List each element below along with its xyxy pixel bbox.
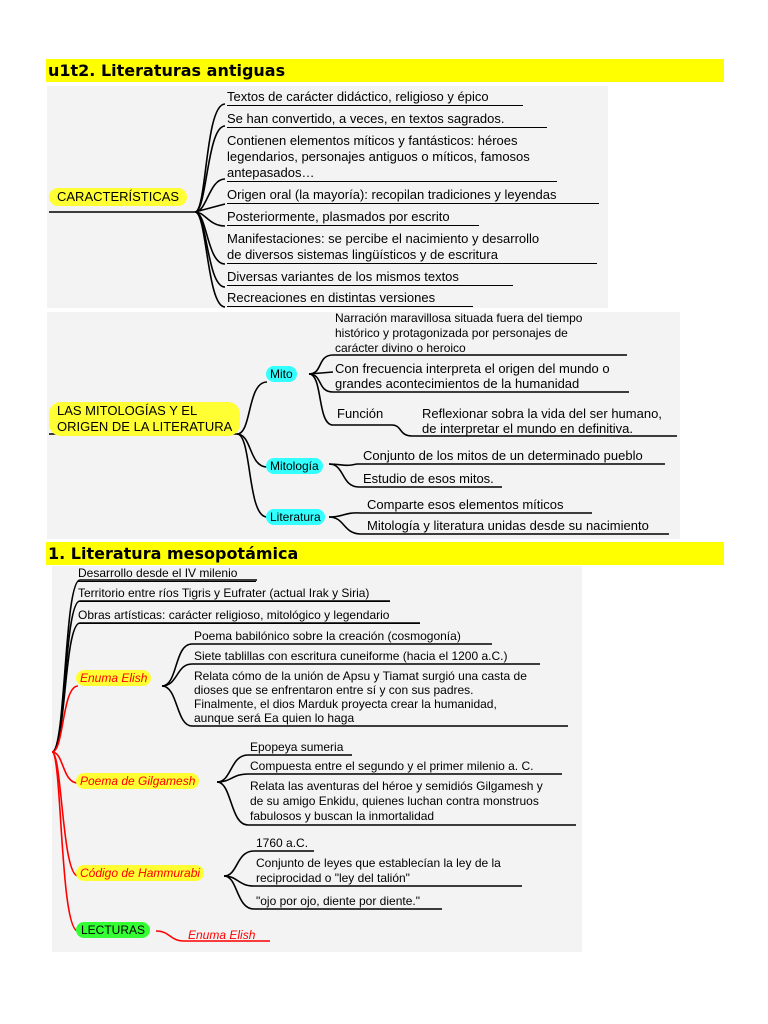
car-item-2: Se han convertido, a veces, en textos sagrados.	[227, 111, 547, 128]
mito-def-2: histórico y protagonizada por personajes de	[335, 326, 568, 340]
gilg-item-2: Compuesta entre el segundo y el primer milenio a. C.	[250, 759, 534, 773]
funcion-def-1: Reflexionar sobra la vida del ser humano,	[422, 406, 662, 421]
car-item-7: Diversas variantes de los mismos textos	[227, 269, 513, 286]
mitologias-node-line1: LAS MITOLOGÍAS Y EL	[57, 403, 198, 418]
literatura-def-1: Comparte esos elementos míticos	[367, 497, 564, 512]
mito-node: Mito	[266, 366, 297, 382]
mito-def-1: Narración maravillosa situada fuera del tiempo	[335, 311, 583, 325]
gilg-item-1: Epopeya sumeria	[250, 740, 344, 754]
enuma-item-3b: dioses que se enfrentaron entre sí y con sus padres.	[194, 683, 474, 697]
enuma-elish-node: Enuma Elish	[76, 670, 151, 686]
car-item-6a: Manifestaciones: se percibe el nacimiento y desarrollo	[227, 231, 540, 246]
car-item-3c: antepasados…	[227, 165, 557, 182]
mito-def-3: carácter divino o heroico	[335, 341, 466, 355]
mitologias-node	[49, 402, 240, 436]
hamm-item-2b: reciprocidad o "ley del talión"	[256, 871, 410, 885]
enuma-item-3d: aunque será Ea quien lo haga	[194, 711, 355, 725]
meso-top-1: Desarrollo desde el IV milenio	[78, 566, 256, 582]
gilg-item-3b: de su amigo Enkidu, quienes luchan contra monstruos	[250, 794, 539, 808]
gilgamesh-node: Poema de Gilgamesh	[76, 773, 199, 789]
caracteristicas-node: CARACTERÍSTICAS	[49, 188, 187, 206]
caracteristicas-map	[47, 86, 608, 308]
car-item-4: Origen oral (la mayoría): recopilan tradiciones y leyendas	[227, 187, 599, 204]
gilg-item-3a: Relata las aventuras del héroe y semidiós Gilgamesh y	[250, 779, 543, 793]
enuma-item-2: Siete tablillas con escritura cuneiforme (hacia el 1200 a.C.)	[194, 649, 508, 663]
funcion-node: Función	[337, 406, 384, 421]
lecturas-item-enuma: Enuma Elish	[188, 928, 256, 942]
hamm-item-3: "ojo por ojo, diente por diente."	[256, 894, 420, 908]
car-item-6b: de diversos sistemas lingüísticos y de escritura	[227, 247, 597, 264]
meso-top-3: Obras artísticas: carácter religioso, mitológico y legendario	[78, 608, 420, 624]
funcion-def-2: de interpretar el mundo en definitiva.	[422, 421, 634, 436]
mitologia-def-2: Estudio de esos mitos.	[363, 471, 494, 486]
gilg-item-3c: fabulosos y buscan la inmortalidad	[250, 809, 435, 823]
section-title-mesopotamica: 1. Literatura mesopotámica	[46, 542, 724, 565]
mitologia-def-1: Conjunto de los mitos de un determinado pueblo	[363, 448, 643, 463]
hammurabi-node: Código de Hammurabi	[76, 865, 204, 881]
car-item-5: Posteriormente, plasmados por escrito	[227, 209, 479, 226]
mitologias-map	[47, 312, 680, 539]
hamm-item-1: 1760 a.C.	[256, 836, 309, 850]
meso-top-2: Territorio entre ríos Tigris y Eufrater (actual Irak y Siria)	[78, 586, 390, 602]
lecturas-node: LECTURAS	[76, 922, 150, 938]
mesopotamica-map	[52, 566, 582, 952]
car-item-3a: Contienen elementos míticos y fantásticos: héroes	[227, 133, 518, 148]
mito-interp-1: Con frecuencia interpreta el origen del mundo o	[335, 361, 610, 376]
mitologia-node: Mitología	[266, 458, 323, 474]
enuma-item-1: Poema babilónico sobre la creación (cosmogonía)	[194, 629, 461, 643]
mitologias-node-line2: ORIGEN DE LA LITERATURA	[57, 419, 233, 434]
car-item-1: Textos de carácter didáctico, religioso y épico	[227, 89, 523, 106]
literatura-def-2: Mitología y literatura unidas desde su nacimiento	[367, 518, 649, 533]
hamm-item-2a: Conjunto de leyes que establecían la ley de la	[256, 856, 501, 870]
enuma-item-3c: Finalmente, el dios Marduk proyecta crear la humanidad,	[194, 697, 497, 711]
car-item-3b: legendarios, personajes antiguos o míticos, famosos	[227, 149, 530, 164]
literatura-node: Literatura	[266, 509, 325, 525]
page-title: u1t2. Literaturas antiguas	[46, 59, 724, 82]
mito-interp-2: grandes acontecimientos de la humanidad	[335, 376, 580, 391]
enuma-item-3a: Relata cómo de la unión de Apsu y Tiamat surgió una casta de	[194, 669, 527, 683]
car-item-8: Recreaciones en distintas versiones	[227, 290, 473, 307]
